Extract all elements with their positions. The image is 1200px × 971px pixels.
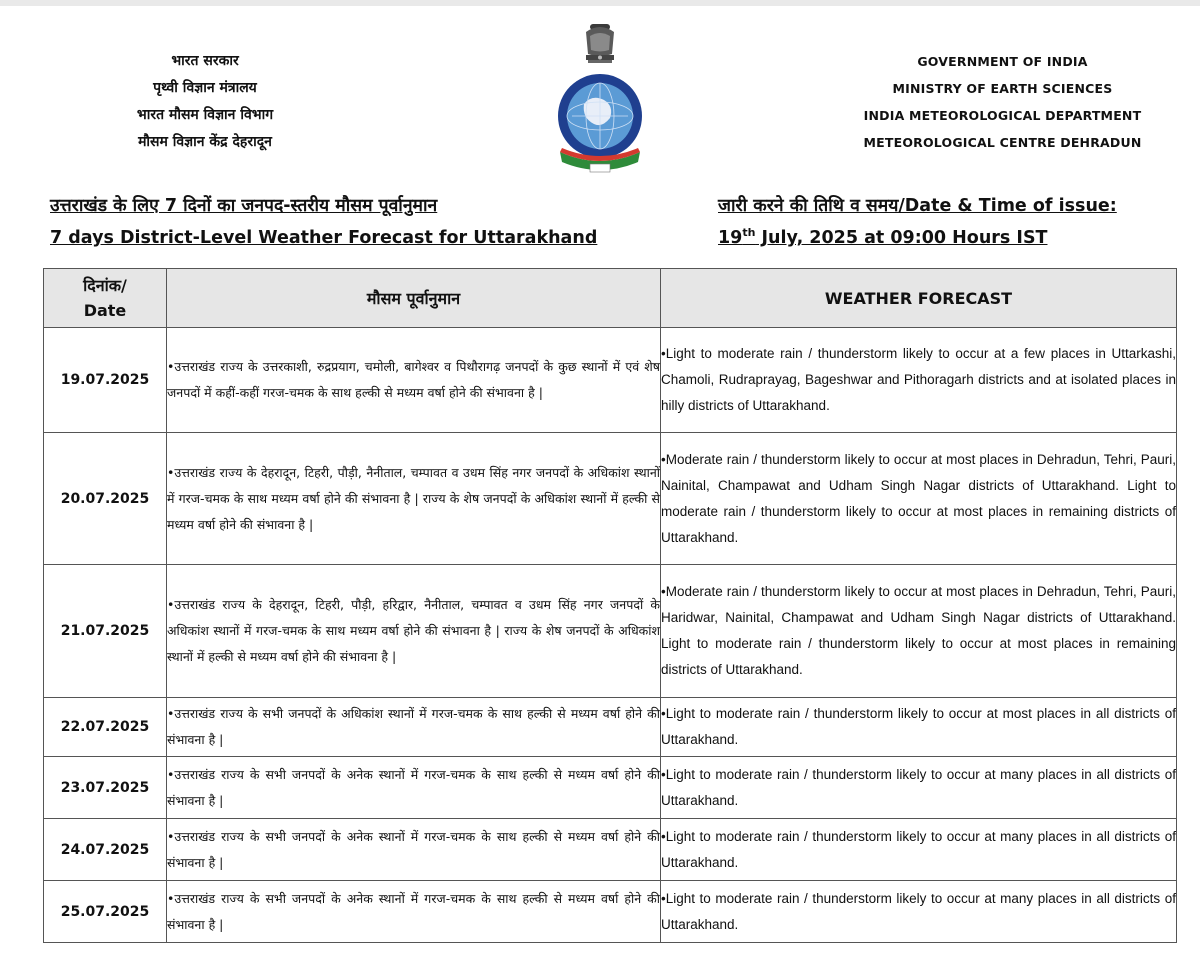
org-line-gov-hi: भारत सरकार bbox=[171, 53, 239, 69]
row-date: 25.07.2025 bbox=[44, 881, 167, 943]
org-line-imd-en: INDIA METEOROLOGICAL DEPARTMENT bbox=[863, 108, 1142, 123]
row-date: 23.07.2025 bbox=[44, 757, 167, 819]
row-date: 20.07.2025 bbox=[44, 433, 167, 565]
issue-info bbox=[718, 190, 1188, 254]
table-row bbox=[44, 819, 1177, 881]
issue-day: 19 bbox=[718, 228, 743, 248]
org-line-centre-hi: मौसम विज्ञान केंद्र देहरादून bbox=[138, 134, 272, 150]
org-line-gov-en: GOVERNMENT OF INDIA bbox=[917, 54, 1088, 69]
table-row bbox=[44, 565, 1177, 698]
row-forecast-hindi: •उत्तराखंड राज्य के उत्तरकाशी, रुद्रप्रयाग, चमोली, बागेश्वर व पिथौरागढ़ जनपदों के कुछ स्थानों में एवं शेष जनपदों में कहीं-कहीं गरज-चमक के साथ हल्की से मध्यम वर्षा होने की संभावना है | bbox=[167, 328, 661, 433]
org-line-ministry-en: MINISTRY OF EARTH SCIENCES bbox=[892, 81, 1113, 96]
row-date: 19.07.2025 bbox=[44, 328, 167, 433]
row-date: 21.07.2025 bbox=[44, 565, 167, 698]
row-forecast-hindi: •उत्तराखंड राज्य के सभी जनपदों के अनेक स्थानों में गरज-चमक के साथ हल्की से मध्यम वर्षा होने की संभावना है | bbox=[167, 819, 661, 881]
row-forecast-hindi: •उत्तराखंड राज्य के सभी जनपदों के अधिकांश स्थानों में गरज-चमक के साथ हल्की से मध्यम वर्षा होने की संभावना है | bbox=[167, 698, 661, 757]
row-forecast-hindi: •उत्तराखंड राज्य के देहरादून, टिहरी, पौड़ी, हरिद्वार, नैनीताल, चम्पावत व उधम सिंह नगर जनपदों के अधिकांश स्थानों में गरज-चमक के साथ मध्यम वर्षा होने की संभावना है | राज्य के शेष जनपदों के अधिकांश स्थानों में हल्की से मध्यम वर्षा होने की संभावना है | bbox=[167, 565, 661, 698]
table-row bbox=[44, 698, 1177, 757]
document-title bbox=[50, 190, 650, 254]
issue-label: जारी करने की तिथि व समय/Date & Time of issue: bbox=[718, 196, 1117, 216]
top-border bbox=[0, 0, 1200, 6]
row-forecast-hindi: •उत्तराखंड राज्य के सभी जनपदों के अनेक स्थानों में गरज-चमक के साथ हल्की से मध्यम वर्षा होने की संभावना है | bbox=[167, 881, 661, 943]
issue-datetime bbox=[718, 222, 1188, 254]
table-row bbox=[44, 881, 1177, 943]
org-header-english bbox=[830, 48, 1175, 156]
date-header-english: Date bbox=[83, 301, 127, 320]
org-header-hindi bbox=[40, 48, 370, 156]
row-forecast-english: •Moderate rain / thunderstorm likely to occur at most places in Dehradun, Tehri, Pauri, Haridwar, Nainital, Champawat and Udham Singh Nagar districts of Uttarakhand. Light to moderate rain / thunderstorm likely to occur at most places in remaining districts of Uttarakhand. bbox=[661, 565, 1177, 698]
row-forecast-english: •Light to moderate rain / thunderstorm likely to occur at a few places in Uttarkashi, Chamoli, Rudraprayag, Bageshwar and Pithoragarh districts and at isolated places in hilly districts of Uttarakhand. bbox=[661, 328, 1177, 433]
row-forecast-hindi: •उत्तराखंड राज्य के सभी जनपदों के अनेक स्थानों में गरज-चमक के साथ हल्की से मध्यम वर्षा होने की संभावना है | bbox=[167, 757, 661, 819]
row-date: 22.07.2025 bbox=[44, 698, 167, 757]
table-header-row bbox=[44, 269, 1177, 328]
table-row bbox=[44, 757, 1177, 819]
row-forecast-english: •Light to moderate rain / thunderstorm likely to occur at most places in all districts of Uttarakhand. bbox=[661, 698, 1177, 757]
title-hindi: उत्तराखंड के लिए 7 दिनों का जनपद-स्तरीय मौसम पूर्वानुमान bbox=[50, 196, 438, 216]
issue-date-rest: July, 2025 at 09:00 Hours IST bbox=[755, 228, 1048, 248]
org-line-imd-hi: भारत मौसम विज्ञान विभाग bbox=[136, 107, 274, 123]
org-line-centre-en: METEOROLOGICAL CENTRE DEHRADUN bbox=[863, 135, 1142, 150]
row-forecast-english: •Light to moderate rain / thunderstorm likely to occur at many places in all districts of Uttarakhand. bbox=[661, 757, 1177, 819]
forecast-table bbox=[43, 268, 1177, 943]
issue-day-suffix: th bbox=[742, 226, 756, 240]
row-forecast-english: •Light to moderate rain / thunderstorm likely to occur at many places in all districts of Uttarakhand. bbox=[661, 819, 1177, 881]
row-forecast-english: •Light to moderate rain / thunderstorm likely to occur at many places in all districts of Uttarakhand. bbox=[661, 881, 1177, 943]
row-forecast-hindi: •उत्तराखंड राज्य के देहरादून, टिहरी, पौड़ी, नैनीताल, चम्पावत व उधम सिंह नगर जनपदों के अधिकांश स्थानों में गरज-चमक के साथ मध्यम वर्षा होने की संभावना है | राज्य के शेष जनपदों के अधिकांश स्थानों में हल्की से मध्यम वर्षा होने की संभावना है | bbox=[167, 433, 661, 565]
english-forecast-column-header: WEATHER FORECAST bbox=[661, 269, 1177, 328]
row-forecast-english: •Moderate rain / thunderstorm likely to occur at most places in Dehradun, Tehri, Pauri, Nainital, Champawat and Udham Singh Nagar districts of Uttarakhand. Light to moderate rain / thunderstorm likely to occur at most places in remaining districts of Uttarakhand. bbox=[661, 433, 1177, 565]
table-row bbox=[44, 328, 1177, 433]
date-header-hindi: दिनांक/ bbox=[83, 276, 127, 295]
title-english: 7 days District-Level Weather Forecast for Uttarakhand bbox=[50, 228, 598, 248]
date-column-header bbox=[44, 269, 167, 328]
row-date: 24.07.2025 bbox=[44, 819, 167, 881]
org-line-ministry-hi: पृथ्वी विज्ञान मंत्रालय bbox=[153, 80, 257, 96]
imd-emblem-logo bbox=[552, 20, 648, 175]
hindi-forecast-column-header: मौसम पूर्वानुमान bbox=[167, 269, 661, 328]
table-row bbox=[44, 433, 1177, 565]
